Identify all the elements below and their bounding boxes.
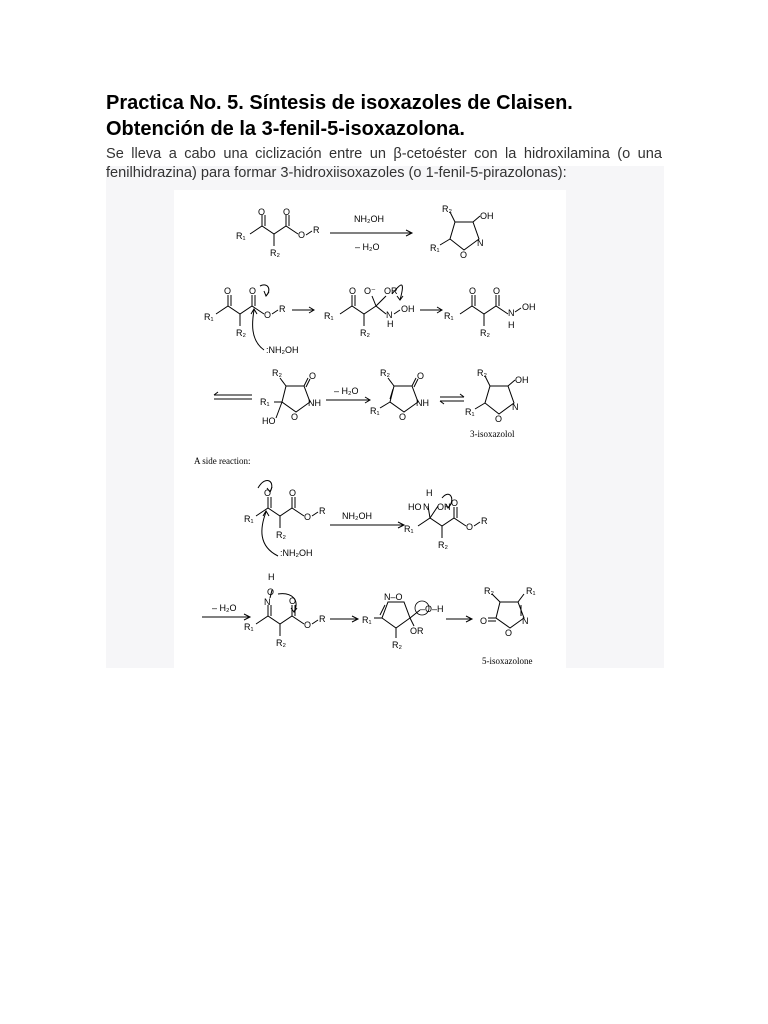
alkoxy-or: OR [384,286,398,296]
r1-label: R₁ [526,586,536,596]
oxime-oxygen: O [267,587,275,597]
r1-label: R₁ [260,397,270,407]
r1-label: R₁ [362,615,372,625]
ester-r: R [313,225,320,235]
ring-oxygen: O [291,412,299,422]
hydroxyl: OH [522,302,536,312]
ketone-oxygen: O [349,286,357,296]
hemiaminal-ho: HO [262,416,276,426]
reaction-scheme [174,190,566,668]
title-line-2: Obtención de la 3-fenil-5-isoxazolona. [106,118,465,140]
r2-label: R₂ [276,638,286,648]
ring-nitrogen: N [477,238,484,248]
hydroxyl-o-h: –O–H [420,604,444,614]
reaction-scheme-drawing [174,190,566,668]
r2-label: R₂ [270,248,280,258]
oxime-nitrogen: N [264,597,271,607]
ring-oxygen: O [460,250,468,260]
reagent-nh2oh-1: NH₂OH [354,214,384,224]
r1-label: R₁ [204,312,214,322]
amide-nitrogen: N [508,308,515,318]
ketone-oxygen: O [469,286,477,296]
row3-tautomer-arrow [440,394,464,404]
row3-isoxazolone [370,368,429,422]
r2-label: R₂ [392,640,402,650]
ketone-oxygen: O [258,207,266,217]
ester-oxygen: O [283,207,291,217]
nucleophile-label: :NH₂OH [280,548,313,558]
row5-dehydration-arrow [202,603,250,620]
ring-nitrogen: N [522,616,529,626]
r2-label: R₂ [477,368,487,378]
carbonyl-oxygen: O [309,371,317,381]
amide-nitrogen: N [386,310,393,320]
ester-o-link: O [466,522,474,532]
r2-label: R₂ [484,586,494,596]
r2-label: R₂ [438,540,448,550]
row5-oxime-ester [244,572,326,648]
r2-label: R₂ [360,328,370,338]
row2-hydroxamic-acid [444,286,536,338]
ester-oxygen: O [289,488,297,498]
ketone-oxygen: O [224,286,232,296]
carbonyl-oxygen: O [417,371,425,381]
carbonyl-oxygen: O [480,616,488,626]
r2-label: R₂ [236,328,246,338]
row4-arrow [330,511,404,528]
row4-ketoester-attack [244,480,326,558]
row2-tetrahedral-intermediate [324,285,415,338]
amide-h: H [508,320,515,330]
r1-label: R₁ [244,622,254,632]
ring-nh: NH [308,398,321,408]
hydroxyl: OH [480,211,494,221]
product-5-isoxazolone: 5-isoxazolone [482,656,533,666]
amine-h: H [426,488,433,498]
row5-cyclic-intermediate [362,592,444,650]
minus-water-2: – H₂O [334,386,359,396]
row3-cyclic-hemiaminal [260,368,321,426]
amine-nitrogen: N [423,502,430,512]
title-line-1: Practica No. 5. Síntesis de isoxazoles de Claisen. [106,92,573,114]
page-title [106,90,686,142]
ring-n-o: N–O [384,592,403,602]
minus-water-3: – H₂O [212,603,237,613]
row5-5-isoxazolone [480,586,536,666]
r2-label: R₂ [276,530,286,540]
amide-h: H [387,319,394,329]
hydroxylamine-ho: HO [408,502,422,512]
r2-label: R₂ [480,328,490,338]
alkoxide: O⁻ [364,286,376,296]
ester-o-link: O [304,620,312,630]
ester-r: R [319,506,326,516]
ester-oxygen: O [451,498,459,508]
hydroxyl: OH [515,375,529,385]
r1-label: R₁ [444,311,454,321]
ester-o-link: O [298,230,306,240]
ester-o-link: O [264,310,272,320]
ring-nh: NH [416,398,429,408]
row3-equilibrium-arrow [214,392,252,399]
alkoxy-or: OR [410,626,424,636]
r2-label: R₂ [272,368,282,378]
intro-paragraph: Se lleva a cabo una ciclización entre un β-cetoéster con la hidroxilamina (o una fenilhidrazina) para formar 3-hidroxiisoxazoles (o 1-fenil-5-pirazolonas): [106,146,662,181]
ketone-oxygen: O [264,488,272,498]
product-3-isoxazolol: 3-isoxazolol [470,429,515,439]
r1-label: R₁ [370,406,380,416]
r2-label: R₂ [380,368,390,378]
ester-oxygen: O [249,286,257,296]
ester-o-link: O [304,512,312,522]
row1-arrow [330,214,412,252]
nucleophile-label: :NH₂OH [266,345,299,355]
r1-label: R₁ [465,407,475,417]
ring-oxygen: O [399,412,407,422]
row1-hydroxyisoxazole [430,204,494,260]
ring-oxygen: O [495,414,503,424]
reagent-nh2oh-2: NH₂OH [342,511,372,521]
row1-ketoester [236,207,320,258]
hydroxyl: OH [401,304,415,314]
row3-dehydration-arrow [326,386,370,403]
side-reaction-label: A side reaction: [194,456,251,466]
r1-label: R₁ [236,231,246,241]
row2-ketoester-attack [204,285,299,355]
ring-oxygen: O [505,628,513,638]
row4-carbinolamine [404,488,488,550]
r1-label: R₁ [404,524,414,534]
r2-label: R₂ [442,204,452,214]
oxime-h: H [268,572,275,582]
row3-3-isoxazolol [465,368,529,439]
ester-r: R [319,614,326,624]
ester-r: R [481,516,488,526]
r1-label: R₁ [244,514,254,524]
minus-water-1: – H₂O [355,242,380,252]
amide-oxygen: O [493,286,501,296]
hydroxyl: OH [437,502,451,512]
ring-nitrogen: N [512,402,519,412]
r1-label: R₁ [430,243,440,253]
ester-oxygen: O [289,596,297,606]
ester-r: R [279,304,286,314]
r1-label: R₁ [324,311,334,321]
